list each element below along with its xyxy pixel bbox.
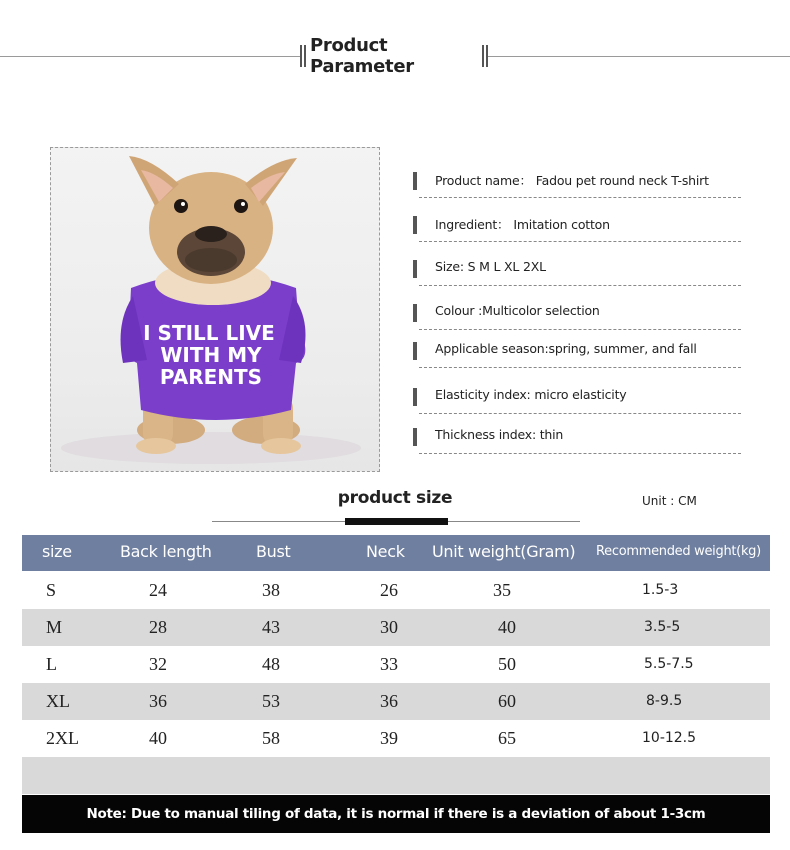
col-header-unit-weight: Unit weight(Gram) [432,542,576,561]
cell-back-length: 32 [149,654,167,674]
header-left-bars [300,45,306,67]
cell-bust: 48 [262,654,280,674]
cell-unit-weight: 35 [493,580,511,600]
cell-bust: 53 [262,691,280,711]
cell-neck: 30 [380,617,398,637]
dog-in-tshirt-illustration [51,148,380,472]
dashed-divider [419,285,741,286]
cell-size: XL [46,691,70,711]
col-header-recommended-weight: Recommended weight(kg) [596,544,761,559]
cell-unit-weight: 50 [498,654,516,674]
cell-recommended-weight: 1.5-3 [642,582,679,598]
deviation-note: Note: Due to manual tiling of data, it is normal if there is a deviation of about 1-3cm [22,795,770,833]
table-row [22,572,770,609]
table-row [22,720,770,757]
cell-bust: 38 [262,580,280,600]
dashed-divider [419,367,741,368]
cell-back-length: 28 [149,617,167,637]
page-title: Product Parameter [310,35,414,77]
param-label: Thickness index: thin [435,427,564,442]
cell-size: S [46,580,57,600]
cell-unit-weight: 40 [498,617,516,637]
shirt-text-line-1: I STILL LIVE [143,321,275,345]
shirt-text-line-2: WITH MY [160,343,262,367]
bullet-mark [413,304,417,322]
cell-size: 2XL [46,728,79,748]
size-section-title: product size [337,488,453,508]
param-label: Size: S M L XL 2XL [435,259,546,274]
cell-neck: 39 [380,728,398,748]
cell-unit-weight: 65 [498,728,516,748]
cell-size: M [46,617,63,637]
cell-unit-weight: 60 [498,691,516,711]
shirt-text-line-3: PARENTS [159,365,263,389]
bullet-mark [413,428,417,446]
product-photo [50,147,380,472]
bullet-mark [413,216,417,234]
param-label: Product name： [435,173,532,188]
param-label: Colour :Multicolor selection [435,303,600,318]
cell-back-length: 36 [149,691,167,711]
dashed-divider [419,413,741,414]
dashed-divider [419,329,741,330]
param-thickness [413,424,741,454]
table-row [22,609,770,646]
cell-recommended-weight: 3.5-5 [644,619,681,635]
param-size [413,256,741,286]
param-label: Applicable season:spring, summer, and fall [435,341,697,356]
col-header-bust: Bust [256,542,291,561]
size-table-header [22,535,770,571]
cell-neck: 36 [380,691,398,711]
col-header-size: size [42,542,72,561]
bullet-mark [413,260,417,278]
cell-back-length: 40 [149,728,167,748]
cell-neck: 26 [380,580,398,600]
header-right-bars [482,45,488,67]
param-ingredient [413,212,741,242]
table-row [22,646,770,683]
dashed-divider [419,197,741,198]
param-label: Elasticity index: micro elasticity [435,387,627,402]
bullet-mark [413,388,417,406]
cell-recommended-weight: 8-9.5 [646,693,683,709]
col-header-neck: Neck [366,542,405,561]
param-colour [413,300,741,330]
param-value: Imitation cotton [513,217,610,232]
header [300,35,488,77]
cell-bust: 58 [262,728,280,748]
param-label: Ingredient： [435,217,510,232]
unit-label: Unit : CM [642,494,697,508]
cell-neck: 33 [380,654,398,674]
param-product-name [413,168,741,198]
dashed-divider [419,241,741,242]
bullet-mark [413,172,417,190]
cell-size: L [46,654,57,674]
cell-recommended-weight: 10-12.5 [642,730,697,746]
bullet-mark [413,342,417,360]
cell-back-length: 24 [149,580,167,600]
col-header-back-length: Back length [120,542,212,561]
table-row-empty [22,757,770,794]
param-elasticity [413,384,741,414]
param-value: Fadou pet round neck T-shirt [535,173,709,188]
table-row [22,683,770,720]
cell-bust: 43 [262,617,280,637]
dashed-divider [419,453,741,454]
param-season [413,338,741,368]
size-title-bar [345,518,448,525]
cell-recommended-weight: 5.5-7.5 [644,656,694,672]
